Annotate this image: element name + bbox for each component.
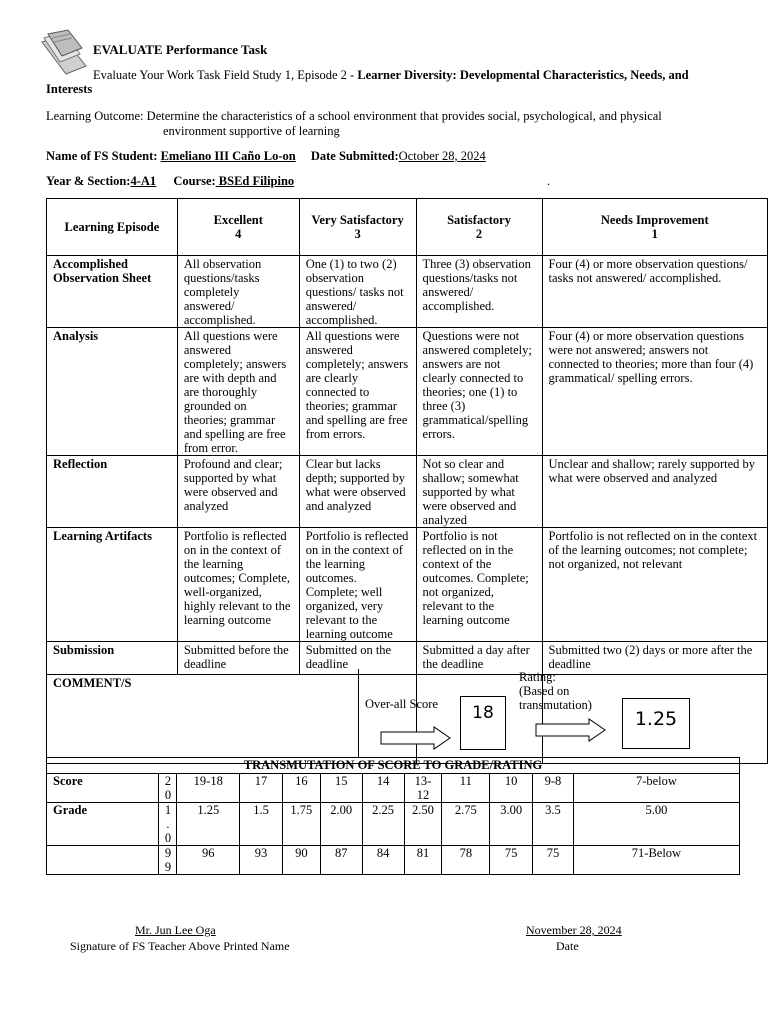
grade-cell: 1 . 0 [159,803,177,846]
grade-cell: 2.75 [442,803,490,846]
header-score: 3 [354,227,361,241]
grade-cell: 3.00 [490,803,533,846]
criterion-cell: Reflection [47,456,178,528]
header-excellent [177,199,299,256]
percent-cell: 75 [533,846,574,875]
rubric-cell: Portfolio is reflected on in the context of the learning outcomes. Complete; well organized, very relevant to the learning outcome [299,528,416,642]
header-learning-episode [47,199,178,256]
criterion-cell: Accomplished Observation Sheet [47,256,178,328]
learning-outcome-text-1: Determine the characteristics of a school environment that provides social, psychological, and physical [146,109,662,123]
year-section-value: 4-A1 [130,174,157,188]
score-cell: 7-below [573,774,739,803]
percent-cell: 81 [404,846,442,875]
teacher-name: Mr. Jun Lee Oga [135,923,216,937]
rubric-header-row [47,199,768,256]
year-course-line [46,174,294,189]
task-subtitle-prefix: Evaluate Your Work Task Field Study 1, Episode 2 - [93,68,358,82]
criterion-cell: Submission [47,642,178,675]
student-name-line [46,149,486,164]
task-subtitle [46,68,726,96]
header-score: 4 [235,227,242,241]
criterion-cell: Learning Artifacts [47,528,178,642]
score-cell: 11 [442,774,490,803]
trailing-dot: . [547,174,551,188]
rubric-cell: All observation questions/tasks completely answered/ accomplished. [177,256,299,328]
rubric-cell: Portfolio is not reflected on in the context of the outcomes. Complete; not organized, relevant to the learning outcome [416,528,542,642]
rubric-cell: Clear but lacks depth; supported by what were observed and analyzed [299,456,416,528]
percent-cell: 90 [282,846,320,875]
score-cell: 14 [362,774,404,803]
rubric-cell: All questions were answered completely; answers are with depth and are thoroughly grounded on theories; grammar and spelling are free from error. [177,328,299,456]
learning-outcome [46,109,746,139]
header-label: Learning Episode [64,220,160,234]
year-section-label: Year & Section: [46,174,131,188]
transmutation-title-row [47,758,740,774]
rubric-row [47,456,768,528]
percent-cell: 96 [177,846,240,875]
score-cell: 10 [490,774,533,803]
learning-outcome-label: Learning Outcome: [46,109,147,123]
score-cell: 17 [240,774,283,803]
rubric-cell: Submitted two (2) days or more after the deadline [542,642,767,675]
grade-cell: 2.00 [320,803,362,846]
percent-cell: 75 [490,846,533,875]
header-label: Excellent [213,213,263,227]
signature-date: November 28, 2024 [526,923,622,937]
rating-arrow-icon [535,718,607,742]
score-cell: 16 [282,774,320,803]
course-value: BSEd Filipino [215,174,295,188]
comment-cell: COMMENT/S [47,675,417,764]
rubric-cell: All questions were answered completely; answers are clearly connected to theories; grammar and spelling are free from errors. [299,328,416,456]
score-cell: 2 0 [159,774,177,803]
rating-value: 1.25 [634,708,678,730]
rubric-row [47,256,768,328]
rubric-table [46,198,768,764]
transmutation-table [46,757,740,875]
grade-cell: 2.50 [404,803,442,846]
student-name-value: Emeliano III Caño Lo-on [160,149,296,163]
teacher-signature-caption: Signature of FS Teacher Above Printed Name [70,939,290,953]
overall-score-box [460,696,506,750]
date-submitted-value: October 28, 2024 [398,149,486,163]
grade-cell: 5.00 [573,803,739,846]
rubric-cell: Portfolio is not reflected on in the context of the learning outcomes; not complete; not organized, not relevant [542,528,767,642]
rubric-cell: Not so clear and shallow; somewhat supported by what were observed and analyzed [416,456,542,528]
rubric-cell: Four (4) or more observation questions/ tasks not answered/ accomplished. [542,256,767,328]
course-label: Course: [173,174,216,188]
rating-label: Rating: (Based on transmutation) [519,670,592,712]
header-score: 1 [651,227,658,241]
overall-score-value: 18 [472,703,494,723]
grade-cell: 3.5 [533,803,574,846]
header-label: Very Satisfactory [311,213,404,227]
percent-cell: 9 9 [159,846,177,875]
score-cell: 19-18 [177,774,240,803]
rubric-cell: Profound and clear; supported by what were observed and analyzed [177,456,299,528]
score-row [47,774,740,803]
percent-cell: 78 [442,846,490,875]
score-cell: 13- 12 [404,774,442,803]
rubric-cell: Four (4) or more observation questions were not answered; answers not connected to theories; more than four (4) grammatical/ spelling errors. [542,328,767,456]
header-label: Satisfactory [447,213,511,227]
percent-cell: 84 [362,846,404,875]
rubric-cell: Submitted on the deadline [299,642,416,675]
score-cell: 9-8 [533,774,574,803]
rubric-cell: Portfolio is reflected on in the context of the learning outcomes; Complete, well-organized, highly relevant to the learning outcome [177,528,299,642]
student-name-label: Name of FS Student: [46,149,158,163]
comment-divider [358,669,359,758]
percent-cell: 93 [240,846,283,875]
grade-cell: 2.25 [362,803,404,846]
learning-outcome-text-2: environment supportive of learning [163,124,340,138]
rubric-row [47,528,768,642]
rubric-cell: Questions were not answered completely; answers are not clearly connected to theories; one (1) to three (3) grammatical/spelling errors. [416,328,542,456]
rubric-cell: One (1) to two (2) observation questions/ tasks not answered/ accomplished. [299,256,416,328]
date-submitted-label: Date Submitted: [310,149,399,163]
rubric-row [47,328,768,456]
page-title: EVALUATE Performance Task [93,42,268,57]
header-label: Needs Improvement [600,213,709,227]
header-satisfactory [416,199,542,256]
signature-date-caption: Date [556,939,579,953]
percent-cell: 87 [320,846,362,875]
grade-cell: 1.25 [177,803,240,846]
rubric-cell: Submitted before the deadline [177,642,299,675]
rubric-row [47,642,768,675]
percent-cell: 71-Below [573,846,739,875]
percent-row [47,846,740,875]
grade-cell: 1.5 [240,803,283,846]
criterion-cell: Analysis [47,328,178,456]
grade-cell: 1.75 [282,803,320,846]
header-very-satisfactory [299,199,416,256]
score-label: Score [47,774,159,803]
overall-score-label: Over-all Score [365,697,438,711]
grade-label: Grade [47,803,159,846]
task-subtitle-episode: Learner Diversity: Developmental Characteristics, Needs, and Interests [46,68,689,96]
rubric-cell: Submitted a day after the deadline [416,642,542,675]
overall-arrow-icon [380,726,452,750]
rating-box [622,698,690,749]
transmutation-title: TRANSMUTATION OF SCORE TO GRADE/RATING [47,758,740,774]
rubric-cell: Three (3) observation questions/tasks not answered/ accomplished. [416,256,542,328]
rubric-cell: Unclear and shallow; rarely supported by what were observed and analyzed [542,456,767,528]
header-score: 2 [475,227,483,241]
percent-label [47,846,159,875]
grade-row [47,803,740,846]
header-needs-improvement [542,199,767,256]
score-cell: 15 [320,774,362,803]
